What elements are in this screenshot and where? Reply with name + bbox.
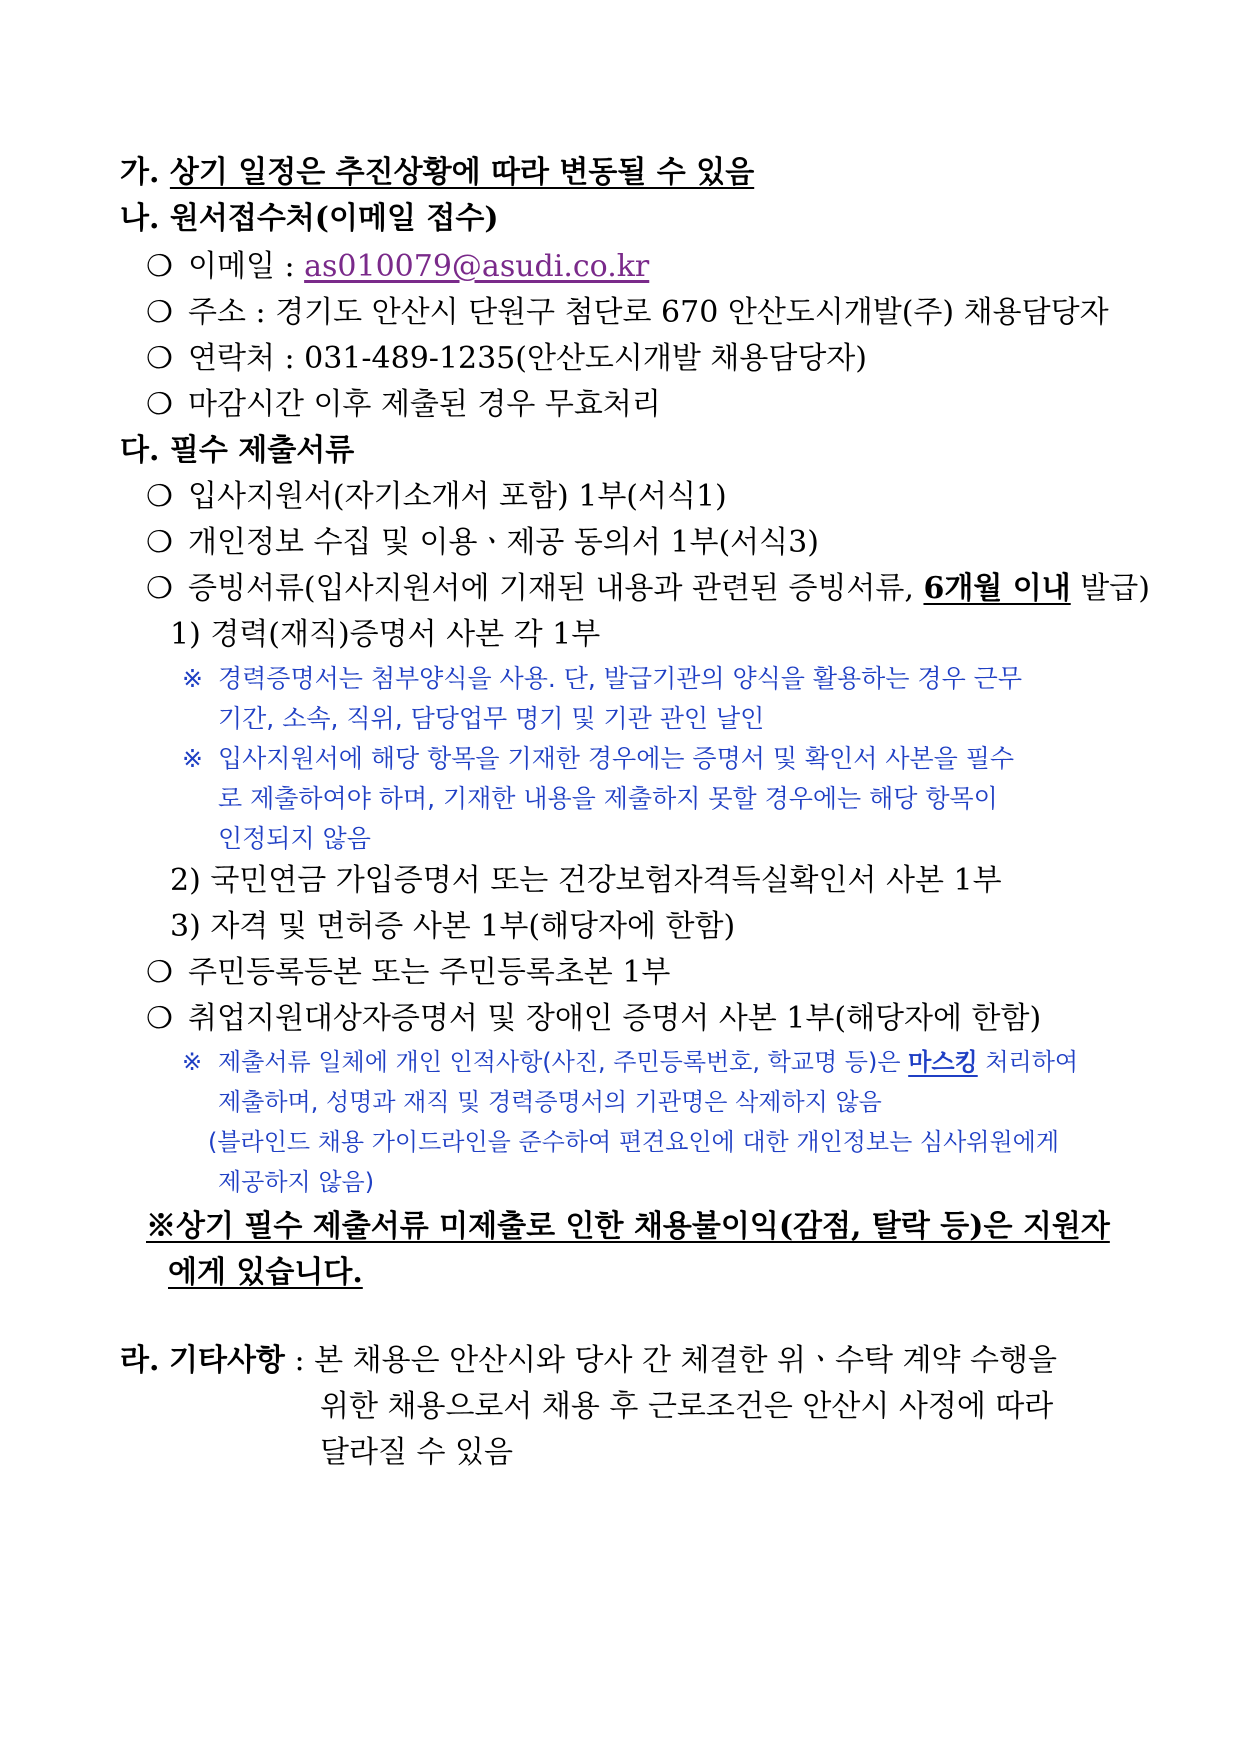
sub-item-3: 3) 자격 및 면허증 사본 1부(해당자에 한함) xyxy=(170,909,736,944)
doc-item-2 xyxy=(146,525,819,560)
sub-item-1: 1) 경력(재직)증명서 사본 각 1부 xyxy=(170,617,601,652)
section-ra-separator: : xyxy=(284,1343,315,1378)
section-da xyxy=(120,433,355,468)
doc-item-5 xyxy=(146,1001,1042,1036)
email-prefix: 이메일 : xyxy=(188,249,305,284)
doc-item-3-bold: 6개월 이내 xyxy=(923,571,1071,606)
email-link[interactable]: as010079@asudi.co.kr xyxy=(304,249,650,284)
warning-line-2: 에게 있습니다. xyxy=(168,1255,363,1290)
section-da-text: 필수 제출서류 xyxy=(169,433,355,468)
doc-item-1 xyxy=(146,479,727,514)
section-na xyxy=(120,201,499,236)
section-ra-line-1 xyxy=(120,1343,1057,1378)
note-3-text-bold: 마스킹 xyxy=(908,1048,978,1076)
contact-text: 연락처 : 031-489-1235(안산도시개발 채용담당자) xyxy=(188,341,867,376)
section-da-label: 다. xyxy=(120,433,160,468)
note-2-text-1: 입사지원서에 해당 항목을 기재한 경우에는 증명서 및 확인서 사본을 필수 xyxy=(218,744,1015,773)
doc-item-1-text: 입사지원서(자기소개서 포함) 1부(서식1) xyxy=(188,479,727,514)
section-ga-label: 가. xyxy=(120,155,160,190)
doc-item-4 xyxy=(146,955,671,990)
note-3-text-pre: 제출서류 일체에 개인 인적사항(사진, 주민등록번호, 학교명 등)은 xyxy=(218,1048,909,1076)
note-2-line-1 xyxy=(182,746,1014,771)
doc-item-3-post: 발급) xyxy=(1070,571,1150,606)
section-ra-text-1: 본 채용은 안산시와 당사 간 체결한 위ㆍ수탁 계약 수행을 xyxy=(314,1343,1057,1378)
bullet-icon: ❍ xyxy=(146,571,173,606)
section-ra-line-2: 위한 채용으로서 채용 후 근로조건은 안산시 사정에 따라 xyxy=(320,1389,1054,1424)
sub-item-2: 2) 국민연금 가입증명서 또는 건강보험자격득실확인서 사본 1부 xyxy=(170,863,1002,898)
bullet-icon: ❍ xyxy=(146,295,173,330)
email-item xyxy=(146,249,650,284)
section-na-text: 원서접수처(이메일 접수) xyxy=(169,201,499,236)
section-ra-title: 기타사항 xyxy=(168,1343,285,1378)
section-ra-label: 라. xyxy=(120,1343,160,1378)
doc-item-5-text: 취업지원대상자증명서 및 장애인 증명서 사본 1부(해당자에 한함) xyxy=(188,1001,1042,1036)
bullet-icon: ❍ xyxy=(146,387,173,422)
reference-mark-icon: ※ xyxy=(182,744,203,773)
address-item xyxy=(146,295,1109,330)
reference-mark-icon: ※ xyxy=(182,664,203,693)
bullet-icon: ❍ xyxy=(146,479,173,514)
bullet-icon: ❍ xyxy=(146,955,173,990)
bullet-icon: ❍ xyxy=(146,341,173,376)
note-3-line-1 xyxy=(182,1050,1078,1074)
note-3-line-3: (블라인드 채용 가이드라인을 준수하여 편견요인에 대한 개인정보는 심사위원에게 xyxy=(208,1128,1060,1156)
reference-mark-icon: ※ xyxy=(182,1048,203,1076)
note-1-text-1: 경력증명서는 첨부양식을 사용. 단, 발급기관의 양식을 활용하는 경우 근무 xyxy=(218,664,1022,693)
bullet-icon: ❍ xyxy=(146,249,173,284)
bullet-icon: ❍ xyxy=(146,1001,173,1036)
note-1-line-1 xyxy=(182,666,1022,691)
deadline-item xyxy=(146,387,661,422)
note-1-line-2: 기간, 소속, 직위, 담당업무 명기 및 기관 관인 날인 xyxy=(218,704,765,733)
note-3-text-post: 처리하여 xyxy=(977,1048,1079,1076)
warning-line-1: ※상기 필수 제출서류 미제출로 인한 채용불이익(감점, 탈락 등)은 지원자 xyxy=(146,1209,1110,1244)
doc-item-2-text: 개인정보 수집 및 이용ㆍ제공 동의서 1부(서식3) xyxy=(188,525,819,560)
section-ra-line-3: 달라질 수 있음 xyxy=(320,1435,513,1470)
bullet-icon: ❍ xyxy=(146,525,173,560)
note-2-line-3: 인정되지 않음 xyxy=(218,824,371,853)
note-3-line-2: 제출하며, 성명과 재직 및 경력증명서의 기관명은 삭제하지 않음 xyxy=(218,1088,882,1116)
section-ga xyxy=(120,155,755,190)
note-3-line-4: 제공하지 않음) xyxy=(218,1168,375,1196)
section-na-label: 나. xyxy=(120,201,160,236)
section-ga-text: 상기 일정은 추진상황에 따라 변동될 수 있음 xyxy=(169,155,755,190)
doc-item-4-text: 주민등록등본 또는 주민등록초본 1부 xyxy=(188,955,671,990)
contact-item xyxy=(146,341,867,376)
note-2-line-2: 로 제출하여야 하며, 기재한 내용을 제출하지 못할 경우에는 해당 항목이 xyxy=(218,784,998,813)
doc-item-3 xyxy=(146,571,1150,606)
deadline-text: 마감시간 이후 제출된 경우 무효처리 xyxy=(188,387,661,422)
address-text: 주소 : 경기도 안산시 단원구 첨단로 670 안산도시개발(주) 채용담당자 xyxy=(188,295,1109,330)
doc-item-3-pre: 증빙서류(입사지원서에 기재된 내용과 관련된 증빙서류, xyxy=(188,571,924,606)
